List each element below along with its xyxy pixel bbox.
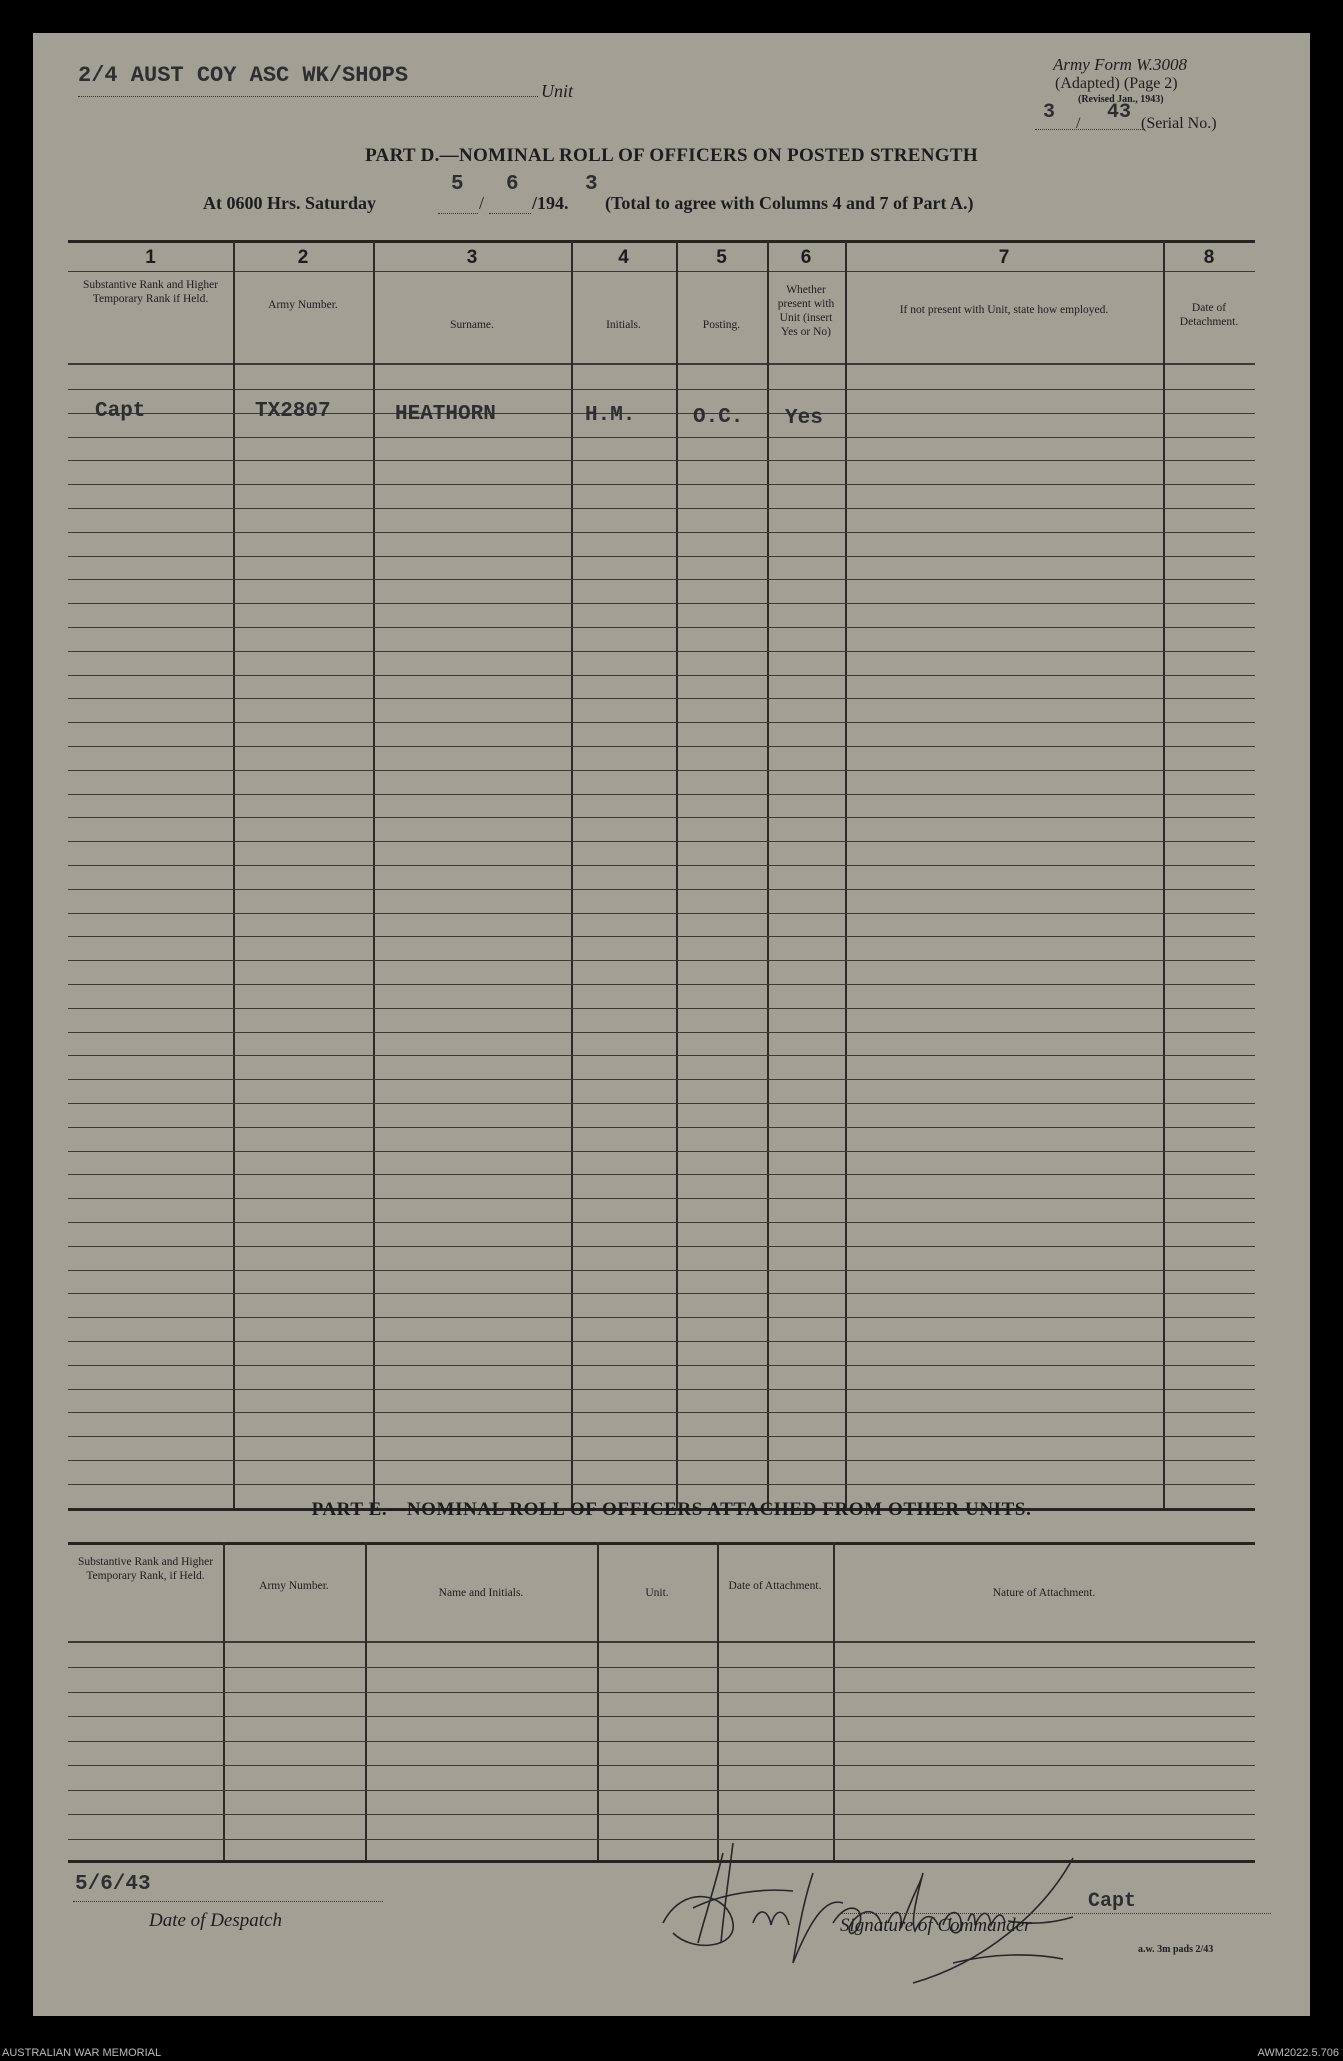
part-d-title: PART D.—NOMINAL ROLL OF OFFICERS ON POSTED STRENGTH xyxy=(365,145,978,166)
column-number: 4 xyxy=(618,247,629,268)
date-suffix: (Total to agree with Columns 4 and 7 of Part A.) xyxy=(605,193,974,213)
column-header: Army Number. xyxy=(259,1580,329,1592)
part-e-top-rule xyxy=(68,1542,1255,1545)
cell-surname: HEATHORN xyxy=(395,403,496,426)
column-number: 7 xyxy=(998,247,1010,268)
serial-slash: / xyxy=(1076,115,1081,132)
column-header: Nature of Attachment. xyxy=(992,1587,1096,1599)
caption-left: AUSTRALIAN WAR MEMORIAL xyxy=(2,2047,162,2059)
cell-army-number: TX2807 xyxy=(255,400,331,423)
ruled-line xyxy=(68,1741,1255,1742)
column-header: If not present with Unit, state how employed. xyxy=(899,304,1109,316)
signature-label: Signature of Commander xyxy=(840,1915,1032,1936)
column-number: 3 xyxy=(466,247,478,268)
column-header: Name and Initials. xyxy=(438,1587,524,1599)
column-header: Substantive Rank and Higher Temporary Rank if Held. xyxy=(82,279,219,305)
date-year-digit: 3 xyxy=(585,173,598,196)
ruled-line xyxy=(68,1765,1255,1766)
cell-present: Yes xyxy=(785,407,823,430)
unit-value: 2/4 AUST COY ASC WK/SHOPS xyxy=(78,63,409,88)
part-e-table xyxy=(33,33,1310,2016)
date-prefix: At 0600 Hrs. Saturday xyxy=(203,193,377,213)
column-header: Posting. xyxy=(702,319,741,331)
column-header: Date of Detachment. xyxy=(1179,302,1239,328)
signature-underline xyxy=(841,1913,1271,1914)
serial-value-b: 43 xyxy=(1107,101,1132,124)
column-header: Army Number. xyxy=(268,299,338,311)
cell-initials: H.M. xyxy=(585,404,636,427)
caption-right: AWM2022.5.706 xyxy=(1257,2047,1339,2059)
date-year-prefix: /194. xyxy=(532,193,569,213)
column-number: 6 xyxy=(800,247,812,268)
signature-rank: Capt xyxy=(1088,1890,1137,1913)
ruled-line xyxy=(68,1692,1255,1693)
cell-rank: Capt xyxy=(95,400,146,423)
serial-label: (Serial No.) xyxy=(1141,115,1217,132)
part-e-header-rule xyxy=(68,1641,1255,1643)
ruled-line xyxy=(68,1667,1255,1668)
date-slash-1: / xyxy=(479,193,485,213)
form-revised: (Revised Jan., 1943) xyxy=(1078,94,1164,105)
print-code: a.w. 3m pads 2/43 xyxy=(1138,1944,1214,1955)
despatch-date: 5/6/43 xyxy=(75,1873,151,1896)
column-header: Initials. xyxy=(606,319,641,331)
date-day: 5 xyxy=(451,173,464,196)
column-header: Whether present with Unit (insert Yes or No) xyxy=(777,284,835,338)
column-number: 8 xyxy=(1203,247,1215,268)
column-number: 5 xyxy=(716,247,727,268)
column-header: Unit. xyxy=(645,1587,669,1599)
unit-label: Unit xyxy=(541,81,574,101)
form-name: Army Form W.3008 xyxy=(1053,55,1187,74)
commander-signature xyxy=(653,1813,1153,1993)
ruled-line xyxy=(68,1790,1255,1791)
column-header: Substantive Rank and Higher Temporary Rank, if Held. xyxy=(77,1556,214,1582)
date-month: 6 xyxy=(506,173,519,196)
column-header: Date of Attachment. xyxy=(728,1580,822,1592)
column-header: Surname. xyxy=(450,319,494,331)
form-sheet xyxy=(33,33,1310,2016)
despatch-underline xyxy=(73,1901,383,1902)
part-e-column-divider xyxy=(597,1542,599,1860)
part-e-column-divider xyxy=(365,1542,367,1860)
cell-posting: O.C. xyxy=(693,406,744,429)
serial-value-a: 3 xyxy=(1043,101,1056,124)
column-number: 1 xyxy=(145,247,156,268)
column-number: 2 xyxy=(297,247,309,268)
part-e-title: PART E.—NOMINAL ROLL OF OFFICERS ATTACHED FROM OTHER UNITS. xyxy=(311,1499,1032,1520)
ruled-line xyxy=(68,1716,1255,1717)
despatch-label: Date of Despatch xyxy=(149,1910,282,1931)
part-e-column-divider xyxy=(223,1542,225,1860)
form-adapted: (Adapted) (Page 2) xyxy=(1055,75,1178,92)
